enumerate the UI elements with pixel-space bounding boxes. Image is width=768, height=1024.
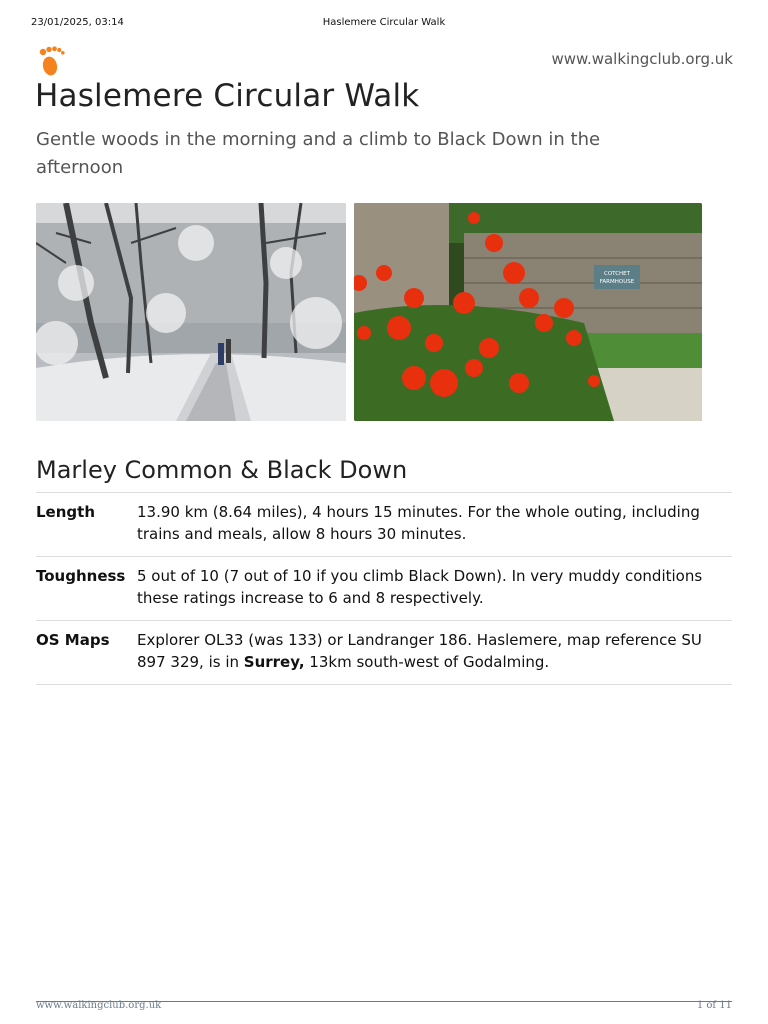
row-label: Length — [36, 503, 95, 521]
county-name: Surrey, — [243, 653, 305, 671]
page-title: Haslemere Circular Walk — [35, 78, 420, 114]
footprint-icon[interactable] — [36, 43, 66, 77]
snowy-woodland-path-photo[interactable] — [36, 203, 346, 421]
walk-info-table — [36, 492, 732, 685]
row-value — [136, 629, 732, 673]
print-title: Haslemere Circular Walk — [322, 17, 446, 28]
poppies-by-stone-wall-photo[interactable] — [354, 203, 702, 421]
row-label: OS Maps — [36, 631, 110, 649]
page-number: 1 of 11 — [696, 1000, 732, 1011]
print-datetime: 23/01/2025, 03:14 — [31, 17, 124, 28]
print-header — [0, 17, 768, 29]
row-value-text: Explorer OL33 (was 133) or Landranger 186. Haslemere, map reference SU 897 329, is in — [137, 631, 702, 671]
row-value: 5 out of 10 (7 out of 10 if you climb Black Down). In very muddy conditions these ratings increase to 6 and 8 respectively. — [137, 567, 703, 607]
table-row-toughness — [36, 557, 732, 621]
page-subtitle: Gentle woods in the morning and a climb to Black Down in the afternoon — [36, 129, 601, 178]
section-title: Marley Common & Black Down — [36, 456, 408, 484]
table-row-os-maps — [36, 621, 732, 685]
row-label: Toughness — [36, 567, 126, 585]
sign-text-line-2: FARMHOUSE — [599, 279, 635, 285]
row-value-text: 13km south-west of Godalming. — [304, 653, 550, 671]
footer-site-url[interactable]: www.walkingclub.org.uk — [36, 1000, 162, 1011]
print-footer — [36, 1000, 732, 1014]
table-row-length — [36, 493, 732, 557]
sign-text-line-1: COTCHET — [603, 271, 631, 277]
site-url-link[interactable]: www.walkingclub.org.uk — [551, 50, 733, 68]
row-value: 13.90 km (8.64 miles), 4 hours 15 minutes. For the whole outing, including trains and meals, allow 8 hours 30 minutes. — [137, 503, 700, 543]
